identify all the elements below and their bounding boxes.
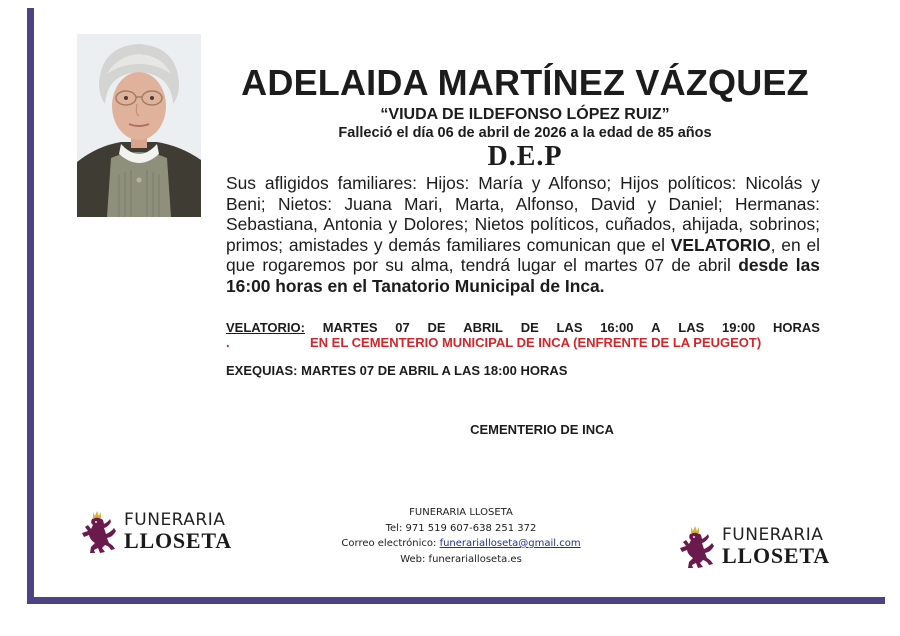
logo-line-lloseta: LLOSETA (124, 528, 232, 553)
velatorio-word: 07 (395, 320, 410, 335)
velatorio-word: ABRIL (463, 320, 503, 335)
velatorio-location: EN EL CEMENTERIO MUNICIPAL DE INCA (ENFRENTE DE LA PEUGEOT) (310, 335, 762, 350)
frame-left-border (27, 8, 34, 604)
contact-email-row (320, 536, 602, 552)
logo-line-lloseta: LLOSETA (722, 543, 830, 568)
lion-rampant-crowned-icon (80, 510, 118, 554)
velatorio-word: DE (427, 320, 446, 335)
velatorio-word: DE (520, 320, 539, 335)
logo-wordmark (722, 527, 830, 567)
portrait-icon (77, 34, 201, 217)
widow-of-line: “VIUDA DE ILDEFONSO LÓPEZ RUIZ” (380, 106, 670, 123)
frame-bottom-border (27, 597, 885, 604)
bullet-dot: . (226, 335, 230, 350)
velatorio-word: 16:00 (600, 320, 634, 335)
announcement-text-1: Sus afligidos familiares: Hijos: María y Alfonso; Hijos políticos: Nicolás y Beni; Nietos: Juana Mari, Marta, Alfonso, David y Daniel; Hermanas: Sebastiana, Antonia y Dolores; Nietos políticos, cuñados, ahijada, sobrinos; primos; amistades y demás familiares comunican que el (226, 173, 820, 255)
contact-phone: Tel: 971 519 607-638 251 372 (385, 522, 537, 534)
velatorio-label: VELATORIO: (226, 320, 305, 335)
contact-email-link[interactable]: funerarialloseta@gmail.com (439, 538, 581, 549)
contact-block (320, 505, 602, 567)
velatorio-word: HORAS (772, 320, 820, 335)
logo-line-funeraria: FUNERARIA (124, 510, 226, 530)
logo-line-funeraria: FUNERARIA (722, 525, 824, 545)
velatorio-location-line (226, 335, 820, 350)
velatorio-word: LAS (556, 320, 583, 335)
announcement-bold-time-place: desde las 16:00 horas en el Tanatorio Municipal de Inca. (226, 255, 820, 296)
dep-heading: D.E.P (487, 141, 563, 172)
cemetery-line: CEMENTERIO DE INCA (470, 422, 614, 437)
velatorio-schedule-line (226, 320, 820, 335)
funeraria-logo-left (80, 510, 232, 554)
contact-company: FUNERARIA LLOSETA (409, 507, 513, 518)
velatorio-word: LAS (678, 320, 705, 335)
deceased-name: ADELAIDA MARTÍNEZ VÁZQUEZ (241, 62, 809, 103)
contact-email-label: Correo electrónico: (341, 538, 440, 549)
velatorio-word: 19:00 (722, 320, 756, 335)
lion-rampant-crowned-icon (678, 525, 716, 569)
announcement-bold-velatorio: VELATORIO (670, 234, 771, 255)
velatorio-word: MARTES (322, 320, 378, 335)
funeraria-logo-right (678, 525, 830, 569)
velatorio-word: A (651, 320, 661, 335)
logo-wordmark (124, 512, 232, 552)
death-date-line: Falleció el día 06 de abril de 2026 a la edad de 85 años (338, 125, 712, 141)
exequias-line: EXEQUIAS: MARTES 07 DE ABRIL A LAS 18:00 HORAS (226, 363, 568, 378)
announcement-text-2: , en el que rogaremos por su alma, tendrá lugar el martes 07 de abril (226, 234, 820, 276)
deceased-portrait-photo (77, 34, 201, 217)
contact-web: Web: funerarialloseta.es (400, 553, 522, 565)
family-announcement-paragraph (226, 173, 820, 297)
